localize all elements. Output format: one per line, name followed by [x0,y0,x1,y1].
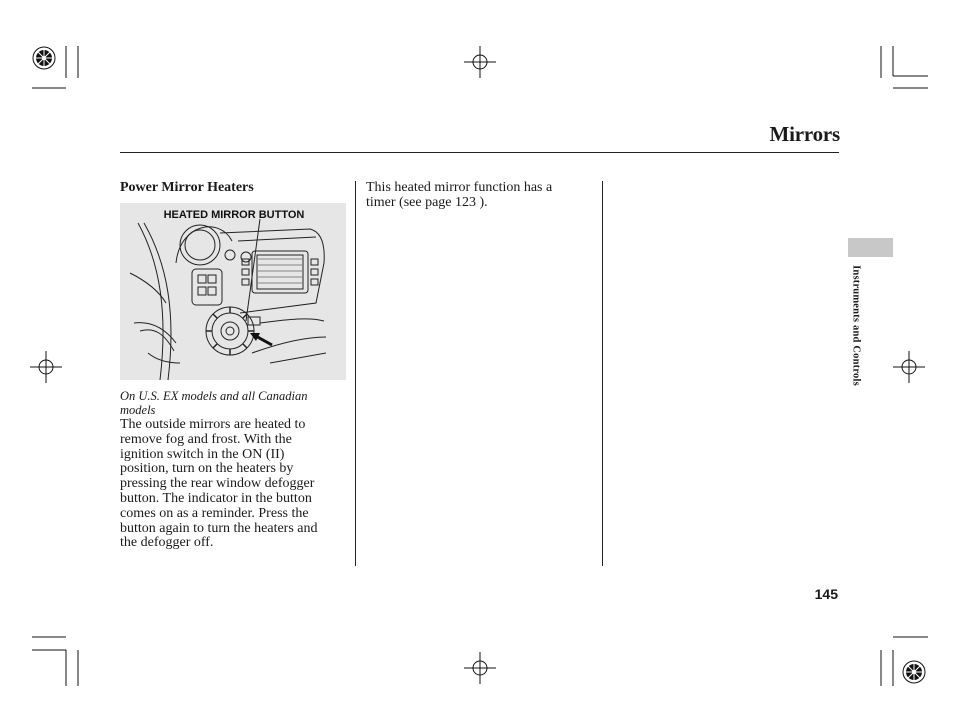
note-line: This heated mirror function has a [366,180,553,195]
body-line: The outside mirrors are heated to [120,417,306,432]
registration-target-icon [33,47,55,69]
column-divider-left [355,181,356,566]
body-line: pressing the rear window defogger [120,476,315,492]
figure-caption: On U.S. EX models and all Canadian models [120,389,308,417]
registration-target-icon [903,661,925,683]
note-line: timer (see page 123 ). [366,194,488,210]
dashboard-figure [120,203,346,380]
body-line: ignition switch in the ON (II) [120,446,285,462]
body-line: button again to turn the heaters and [120,520,318,536]
body-line: position, turn on the heaters by [120,461,294,477]
body-line: remove fog and frost. With the [120,431,292,447]
figure-label: HEATED MIRROR BUTTON [163,209,305,221]
body-line: comes on as a reminder. Press the [120,505,309,521]
page-title: Mirrors [769,122,840,146]
timer-note [366,181,586,211]
dashboard-illustration [120,203,346,380]
section-tab-label: Instruments and Controls [850,265,862,386]
section-heading: Power Mirror Heaters [120,180,254,195]
title-rule [120,152,839,153]
column-divider-right [602,181,603,566]
page-number: 145 [814,586,838,602]
body-line: the defogger off. [120,535,214,551]
body-line: button. The indicator in the button [120,490,312,506]
body-paragraph [120,418,346,551]
